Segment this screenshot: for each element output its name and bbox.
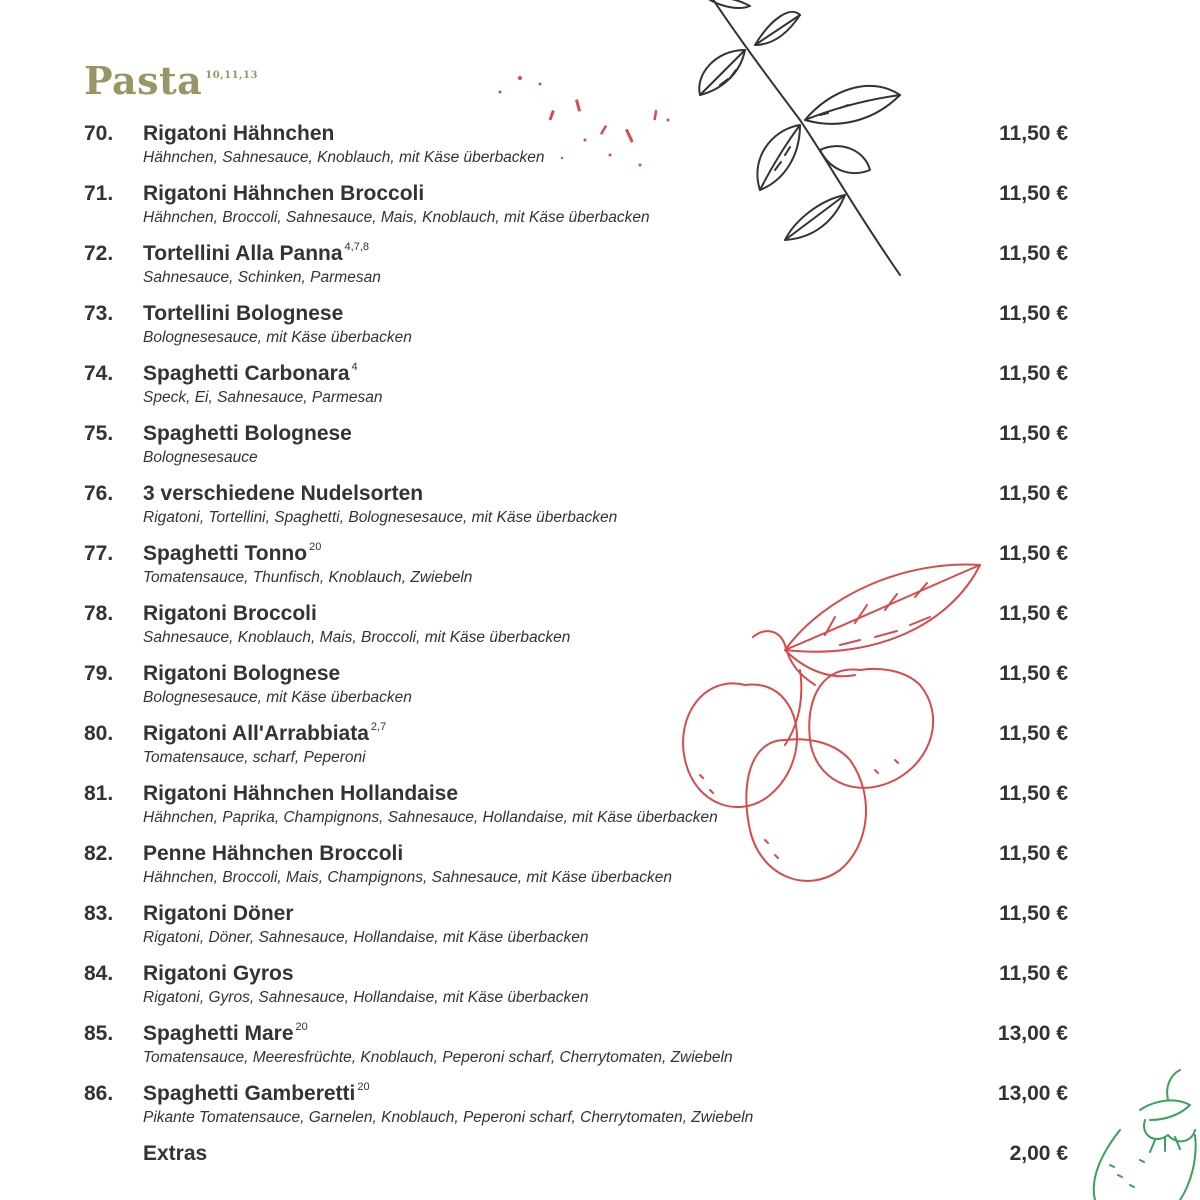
item-name-text: Spaghetti Tonno	[143, 542, 308, 565]
item-allergens: 4,7,8	[344, 241, 369, 253]
item-name-text: Extras	[143, 1142, 208, 1165]
item-description: Bolognesesauce, mit Käse überbacken	[143, 329, 412, 346]
item-price: 11,50 €	[999, 722, 1068, 745]
item-name	[143, 782, 458, 806]
item-number: 74.	[84, 362, 114, 385]
item-name-text: Rigatoni Broccoli	[143, 602, 317, 625]
item-number: 77.	[84, 542, 114, 565]
item-name-text: Spaghetti Mare	[143, 1022, 294, 1045]
item-description: Rigatoni, Gyros, Sahnesauce, Hollandaise, mit Käse überbacken	[143, 989, 589, 1006]
item-name	[143, 1022, 308, 1046]
item-number: 79.	[84, 662, 114, 685]
item-name	[143, 482, 423, 506]
item-name-text: Rigatoni All'Arrabbiata	[143, 722, 369, 745]
item-number: 70.	[84, 122, 114, 145]
item-name-text: Spaghetti Carbonara	[143, 362, 350, 385]
item-name-text: Rigatoni Hähnchen Hollandaise	[143, 782, 459, 805]
item-name	[143, 242, 369, 266]
item-name-text: Tortellini Alla Panna	[143, 242, 343, 265]
menu-item	[0, 838, 1200, 898]
item-description: Tomatensauce, Meeresfrüchte, Knoblauch, Peperoni scharf, Cherrytomaten, Zwiebeln	[143, 1049, 733, 1066]
item-name	[143, 842, 403, 866]
item-description: Hähnchen, Broccoli, Mais, Champignons, Sahnesauce, mit Käse überbacken	[143, 869, 673, 886]
item-description: Sahnesauce, Schinken, Parmesan	[143, 269, 381, 286]
item-description: Rigatoni, Tortellini, Spaghetti, Bolognesesauce, mit Käse überbacken	[143, 509, 618, 526]
menu-item	[0, 238, 1200, 298]
item-description: Hähnchen, Broccoli, Sahnesauce, Mais, Knoblauch, mit Käse überbacken	[143, 209, 650, 226]
item-number: 75.	[84, 422, 114, 445]
item-name	[143, 122, 334, 146]
item-price: 11,50 €	[999, 182, 1068, 205]
item-number: 83.	[84, 902, 114, 925]
item-name	[143, 902, 294, 926]
item-price: 13,00 €	[997, 1022, 1068, 1045]
menu-item	[0, 898, 1200, 958]
item-name	[143, 662, 340, 686]
menu-item	[0, 1018, 1200, 1078]
item-number: 85.	[84, 1022, 114, 1045]
item-description: Tomatensauce, Thunfisch, Knoblauch, Zwiebeln	[143, 569, 473, 586]
item-description: Hähnchen, Sahnesauce, Knoblauch, mit Käse überbacken	[143, 149, 545, 166]
item-price: 11,50 €	[999, 962, 1068, 985]
item-price: 11,50 €	[999, 302, 1068, 325]
item-allergens: 20	[309, 541, 322, 553]
item-number: 71.	[84, 182, 114, 205]
item-price: 11,50 €	[999, 542, 1068, 565]
item-name	[143, 362, 358, 386]
item-name	[143, 302, 343, 326]
item-number: 78.	[84, 602, 114, 625]
item-name-text: Rigatoni Gyros	[143, 962, 294, 985]
menu-item	[0, 178, 1200, 238]
item-description: Sahnesauce, Knoblauch, Mais, Broccoli, mit Käse überbacken	[143, 629, 571, 646]
item-name-text: Spaghetti Gamberetti	[143, 1082, 356, 1105]
menu-item	[0, 658, 1200, 718]
item-name-text: Tortellini Bolognese	[143, 302, 344, 325]
item-name-text: Penne Hähnchen Broccoli	[143, 842, 404, 865]
item-price: 2,00 €	[1009, 1142, 1068, 1165]
menu-item	[0, 298, 1200, 358]
item-name	[143, 962, 294, 986]
item-price: 11,50 €	[999, 122, 1068, 145]
menu-item	[0, 358, 1200, 418]
item-description: Speck, Ei, Sahnesauce, Parmesan	[143, 389, 383, 406]
item-description: Rigatoni, Döner, Sahnesauce, Hollandaise, mit Käse überbacken	[143, 929, 589, 946]
menu-item	[0, 418, 1200, 478]
section-title-text: Pasta	[84, 58, 203, 103]
item-name-text: Spaghetti Bolognese	[143, 422, 352, 445]
item-number: 86.	[84, 1082, 114, 1105]
item-allergens: 20	[357, 1081, 370, 1093]
item-description: Bolognesesauce	[143, 449, 258, 466]
item-number: 73.	[84, 302, 114, 325]
menu-item	[0, 538, 1200, 598]
menu-item	[0, 718, 1200, 778]
item-allergens: 2,7	[370, 721, 387, 733]
item-number: 80.	[84, 722, 114, 745]
section-title	[84, 58, 258, 103]
item-name-text: Rigatoni Hähnchen	[143, 122, 335, 145]
menu-item	[0, 478, 1200, 538]
menu-item	[0, 958, 1200, 1018]
item-name-text: Rigatoni Döner	[143, 902, 294, 925]
item-number: 72.	[84, 242, 114, 265]
section-allergens: 10,11,13	[205, 70, 258, 81]
item-name	[143, 1142, 207, 1166]
item-price: 11,50 €	[999, 662, 1068, 685]
menu-list	[0, 118, 1200, 1198]
item-name	[143, 1082, 370, 1106]
item-description: Bolognesesauce, mit Käse überbacken	[143, 689, 412, 706]
menu-item	[0, 1138, 1200, 1198]
item-name	[143, 542, 321, 566]
menu-item	[0, 1078, 1200, 1138]
item-price: 11,50 €	[999, 242, 1068, 265]
menu-item	[0, 118, 1200, 178]
menu-item	[0, 598, 1200, 658]
item-price: 11,50 €	[999, 602, 1068, 625]
item-price: 11,50 €	[999, 782, 1068, 805]
item-name	[143, 722, 386, 746]
item-price: 13,00 €	[997, 1082, 1068, 1105]
item-number: 82.	[84, 842, 114, 865]
item-price: 11,50 €	[999, 482, 1068, 505]
item-name	[143, 602, 317, 626]
item-name-text: Rigatoni Bolognese	[143, 662, 341, 685]
item-name	[143, 422, 352, 446]
menu-item	[0, 778, 1200, 838]
item-description: Tomatensauce, scharf, Peperoni	[143, 749, 366, 766]
item-price: 11,50 €	[999, 902, 1068, 925]
item-description: Pikante Tomatensauce, Garnelen, Knoblauch, Peperoni scharf, Cherrytomaten, Zwiebeln	[143, 1109, 754, 1126]
item-price: 11,50 €	[999, 842, 1068, 865]
item-price: 11,50 €	[999, 422, 1068, 445]
item-allergens: 20	[295, 1021, 308, 1033]
item-name-text: Rigatoni Hähnchen Broccoli	[143, 182, 425, 205]
item-number: 84.	[84, 962, 114, 985]
item-number: 76.	[84, 482, 114, 505]
item-number: 81.	[84, 782, 114, 805]
item-name	[143, 182, 424, 206]
item-name-text: 3 verschiedene Nudelsorten	[143, 482, 424, 505]
item-price: 11,50 €	[999, 362, 1068, 385]
item-allergens: 4	[351, 361, 358, 373]
item-description: Hähnchen, Paprika, Champignons, Sahnesauce, Hollandaise, mit Käse überbacken	[143, 809, 718, 826]
